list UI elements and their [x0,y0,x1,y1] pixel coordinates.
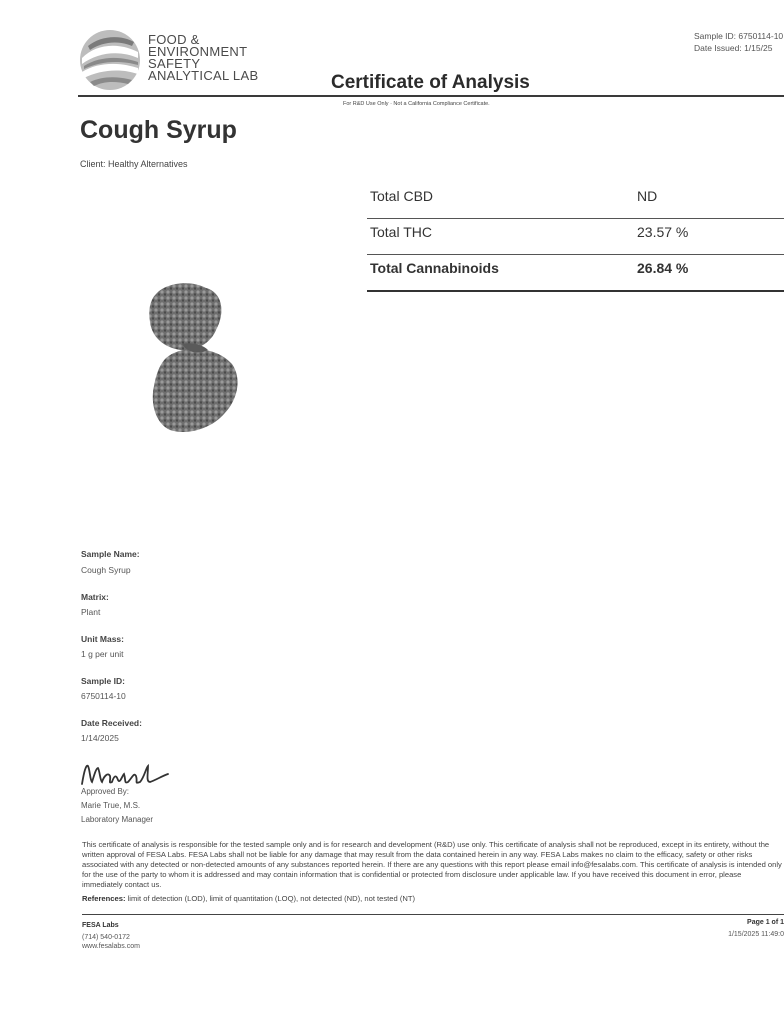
header-divider [78,95,784,97]
page-number: Page 1 of 1 [747,919,784,926]
summary-analyte: Total Cannabinoids [370,260,499,276]
logo-line: ENVIRONMENT [148,44,248,59]
info-label: Date Received: [81,718,142,728]
approver-title: Laboratory Manager [81,815,154,824]
info-value: Cough Syrup [81,565,131,575]
legal-disclaimer: This certificate of analysis is responsible for the tested sample only and is for research and development (R&D) use only. This certificate of analysis shall not be reproduced, except in its entirety, without the written approval of FESA Labs. FESA Labs shall not be liable for any damage that may result from the data contained herein in any way. FESA Labs makes no claim to the efficacy, safety or other risks associated with any detected or non-detected amounts of any substances reported herein. If there are any questions with this report please email info@fesalabs.com. This certificate of analysis is intended only for the use of the party to whom it is addressed and may contain information that is confidential or protected from disclosure under applicable law. If you have received this document in error, please immediately contact us. [82,840,782,889]
info-label: Matrix: [81,592,109,602]
summary-value: ND [637,188,658,204]
logo-line: SAFETY [148,56,201,71]
approved-by-label: Approved By: [81,787,130,796]
info-label: Unit Mass: [81,634,124,644]
info-label: Sample Name: [81,549,140,559]
approver-name: Marie True, M.S. [81,801,141,810]
summary-row [367,219,784,255]
footer-divider [82,914,784,915]
info-label: Sample ID: [81,676,125,686]
info-value: Plant [81,607,101,617]
references-label: References: [82,894,126,903]
disclaimer-text: For R&D Use Only · Not a California Compliance Certificate. [343,101,490,107]
summary-analyte: Total CBD [370,188,434,204]
info-value: 1 g per unit [81,649,124,659]
sample-photo [142,278,242,438]
summary-value: 23.57 % [637,224,689,240]
info-value: 6750114-10 [81,691,126,701]
summary-analyte: Total THC [370,224,432,240]
references-text: limit of detection (LOD), limit of quantitation (LOQ), not detected (ND), not tested (NT) [127,894,416,903]
lab-logo-text [148,34,258,82]
date-issued-meta: Date Issued: 1/15/25 [694,43,773,53]
footer-phone: (714) 540-0172 [82,934,130,941]
summary-row-total [367,255,784,292]
summary-value: 26.84 % [637,260,689,276]
document-title: Certificate of Analysis [331,72,530,93]
sample-id-meta: Sample ID: 6750114-10 [694,31,784,41]
cannabinoid-summary-table [367,183,784,292]
signature-image [78,758,170,790]
document-meta [694,30,784,54]
product-name: Cough Syrup [80,116,237,144]
client-name: Client: Healthy Alternatives [80,159,188,169]
footer-website: www.fesalabs.com [82,943,140,950]
footer-lab-name: FESA Labs [82,922,119,929]
info-value: 1/14/2025 [81,733,119,743]
logo-line: FOOD & [148,32,200,47]
summary-row [367,183,784,219]
lab-logo-icon [78,28,142,92]
references-line [82,894,415,903]
print-timestamp: 1/15/2025 11:49:0 [728,931,784,938]
logo-line: ANALYTICAL LAB [148,68,259,83]
